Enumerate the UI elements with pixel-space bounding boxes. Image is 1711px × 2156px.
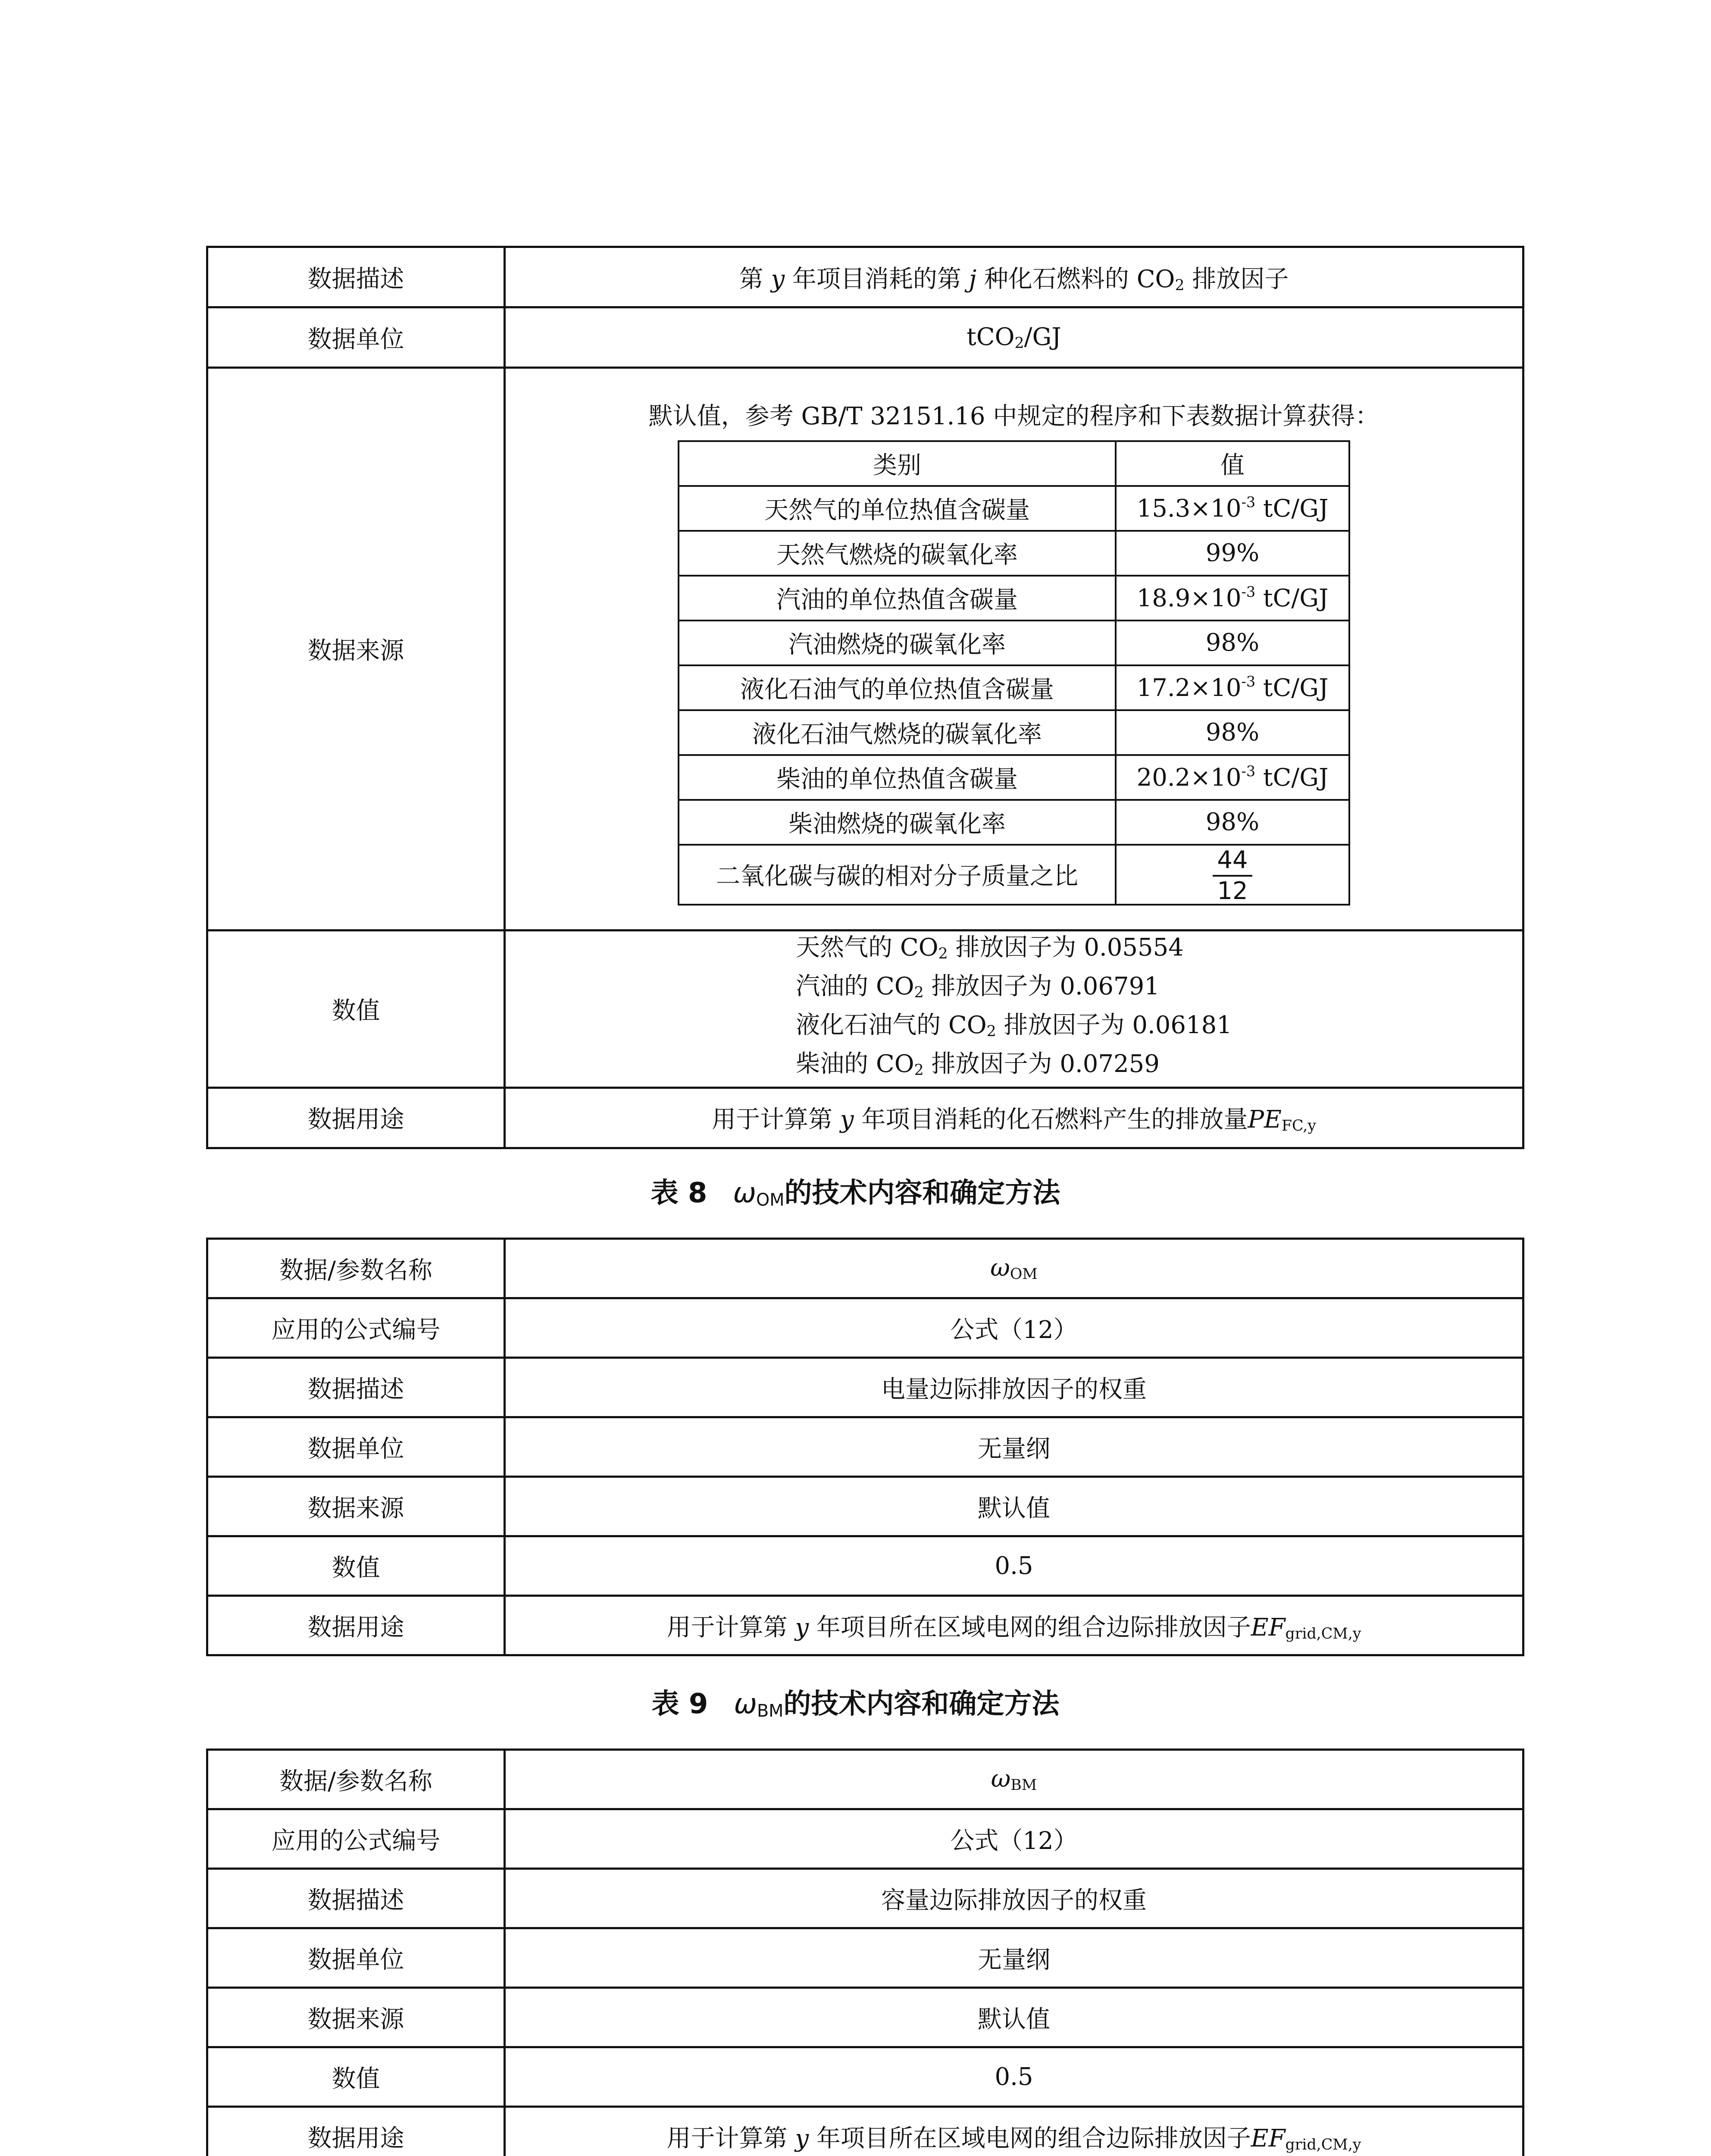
row-label: 数据来源 [207, 368, 505, 931]
param-name-cell: $\omega_{BM}$ [505, 1750, 1523, 1809]
value-line: 柴油的 $CO_2$ 排放因子为 0.07259 [796, 1050, 1160, 1079]
inner-value: $17.2\times 10^{-3}$ tC/GJ [1116, 665, 1349, 710]
co2-emission-factor-table [206, 246, 1524, 1149]
ratio-fraction: $\frac{44}{12}$ [1213, 848, 1252, 903]
source-cell [505, 368, 1523, 931]
inner-row [679, 755, 1349, 800]
param-name-cell: $\omega_{OM}$ [505, 1239, 1523, 1298]
unit-cell: tCO$_2$/GJ [505, 307, 1523, 368]
emission-factor-values [796, 931, 1232, 1087]
row-label: 数据用途 [207, 2107, 505, 2156]
row-label: 数据来源 [207, 1988, 505, 2047]
row-label: 数据用途 [207, 1087, 505, 1148]
inner-value: $18.9\times 10^{-3}$ tC/GJ [1116, 576, 1349, 620]
row-label: 数值 [207, 2047, 505, 2107]
inner-category: 液化石油气的单位热值含碳量 [679, 665, 1116, 710]
carbon-content-table [678, 440, 1350, 906]
formula-cell: 公式（12） [505, 1809, 1523, 1869]
table-row [207, 1417, 1523, 1477]
inner-row [679, 800, 1349, 845]
inner-value: 98% [1116, 620, 1349, 665]
source-cell: 默认值 [505, 1988, 1523, 2047]
row-label: 数据单位 [207, 1928, 505, 1988]
table-row [207, 1869, 1523, 1928]
inner-row [679, 486, 1349, 531]
table-row [207, 1809, 1523, 1869]
inner-category: 汽油的单位热值含碳量 [679, 576, 1116, 620]
usage-cell: 用于计算第 y 年项目所在区域电网的组合边际排放因子$EF_{grid,CM,y}$ [505, 2107, 1523, 2156]
inner-row [679, 710, 1349, 755]
inner-value: 98% [1116, 710, 1349, 755]
table-row [207, 1750, 1523, 1809]
row-label: 数据描述 [207, 1358, 505, 1417]
table-row [207, 931, 1523, 1088]
value-line: 天然气的 $CO_2$ 排放因子为 0.05554 [796, 934, 1184, 962]
value-cell: 0.5 [505, 1536, 1523, 1596]
inner-value: 98% [1116, 800, 1349, 845]
value-line: 液化石油气的 $CO_2$ 排放因子为 0.06181 [796, 1011, 1232, 1040]
inner-category: 柴油的单位热值含碳量 [679, 755, 1116, 800]
row-label: 数据来源 [207, 1477, 505, 1536]
inner-row [679, 665, 1349, 710]
omega-bm-table [206, 1749, 1524, 2156]
row-label: 数值 [207, 931, 505, 1088]
usage-cell: 用于计算第 y 年项目消耗的化石燃料产生的排放量$PE_{FC,y}$ [505, 1087, 1523, 1148]
table-row [207, 1239, 1523, 1298]
row-label: 数据单位 [207, 1417, 505, 1477]
inner-row [679, 531, 1349, 576]
table-row [207, 368, 1523, 931]
table-row [207, 1358, 1523, 1417]
row-label: 数据/参数名称 [207, 1750, 505, 1809]
inner-category: 液化石油气燃烧的碳氧化率 [679, 710, 1116, 755]
inner-value: 99% [1116, 531, 1349, 576]
description-cell: 容量边际排放因子的权重 [505, 1869, 1523, 1928]
table-row [207, 1536, 1523, 1596]
inner-category: 汽油燃烧的碳氧化率 [679, 620, 1116, 665]
table-row [207, 1298, 1523, 1358]
inner-header-value: 值 [1116, 441, 1349, 486]
value-line: 汽油的 $CO_2$ 排放因子为 0.06791 [796, 972, 1160, 1001]
inner-category: 柴油燃烧的碳氧化率 [679, 800, 1116, 845]
inner-row [679, 620, 1349, 665]
table-row [207, 247, 1523, 307]
row-label: 数据/参数名称 [207, 1239, 505, 1298]
table-row [207, 2107, 1523, 2156]
omega-om-table [206, 1238, 1524, 1656]
description-cell: 电量边际排放因子的权重 [505, 1358, 1523, 1417]
table-row [207, 1928, 1523, 1988]
formula-cell: 公式（12） [505, 1298, 1523, 1358]
values-cell [505, 931, 1523, 1088]
inner-value: $20.2\times 10^{-3}$ tC/GJ [1116, 755, 1349, 800]
row-label: 数据描述 [207, 247, 505, 307]
source-intro: 默认值，参考 GB/T 32151.16 中规定的程序和下表数据计算获得： [648, 402, 1379, 430]
table-9-caption: 表 9 $\omega_{BM}$的技术内容和确定方法 [651, 1688, 1060, 1721]
inner-category: 二氧化碳与碳的相对分子质量之比 [679, 845, 1116, 905]
table-row [207, 307, 1523, 368]
unit-cell: 无量纲 [505, 1417, 1523, 1477]
table-row [207, 1087, 1523, 1148]
table-row [207, 1988, 1523, 2047]
row-label: 数据描述 [207, 1869, 505, 1928]
description-cell: 第 y 年项目消耗的第 j 种化石燃料的 $CO_2$ 排放因子 [505, 247, 1523, 307]
source-cell: 默认值 [505, 1477, 1523, 1536]
table-row [207, 2047, 1523, 2107]
unit-cell: 无量纲 [505, 1928, 1523, 1988]
inner-value: $15.3\times 10^{-3}$ tC/GJ [1116, 486, 1349, 531]
inner-header-row [679, 441, 1349, 486]
value-cell: 0.5 [505, 2047, 1523, 2107]
inner-value [1116, 845, 1349, 905]
inner-category: 天然气的单位热值含碳量 [679, 486, 1116, 531]
inner-row [679, 576, 1349, 620]
row-label: 数据单位 [207, 307, 505, 368]
table-row [207, 1596, 1523, 1655]
inner-row [679, 845, 1349, 905]
table-8-caption: 表 8 $\omega_{OM}$的技术内容和确定方法 [651, 1177, 1060, 1210]
table-row [207, 1477, 1523, 1536]
row-label: 数值 [207, 1536, 505, 1596]
inner-header-category: 类别 [679, 441, 1116, 486]
row-label: 应用的公式编号 [207, 1298, 505, 1358]
row-label: 数据用途 [207, 1596, 505, 1655]
usage-cell: 用于计算第 y 年项目所在区域电网的组合边际排放因子$EF_{grid,CM,y}$ [505, 1596, 1523, 1655]
row-label: 应用的公式编号 [207, 1809, 505, 1869]
inner-category: 天然气燃烧的碳氧化率 [679, 531, 1116, 576]
